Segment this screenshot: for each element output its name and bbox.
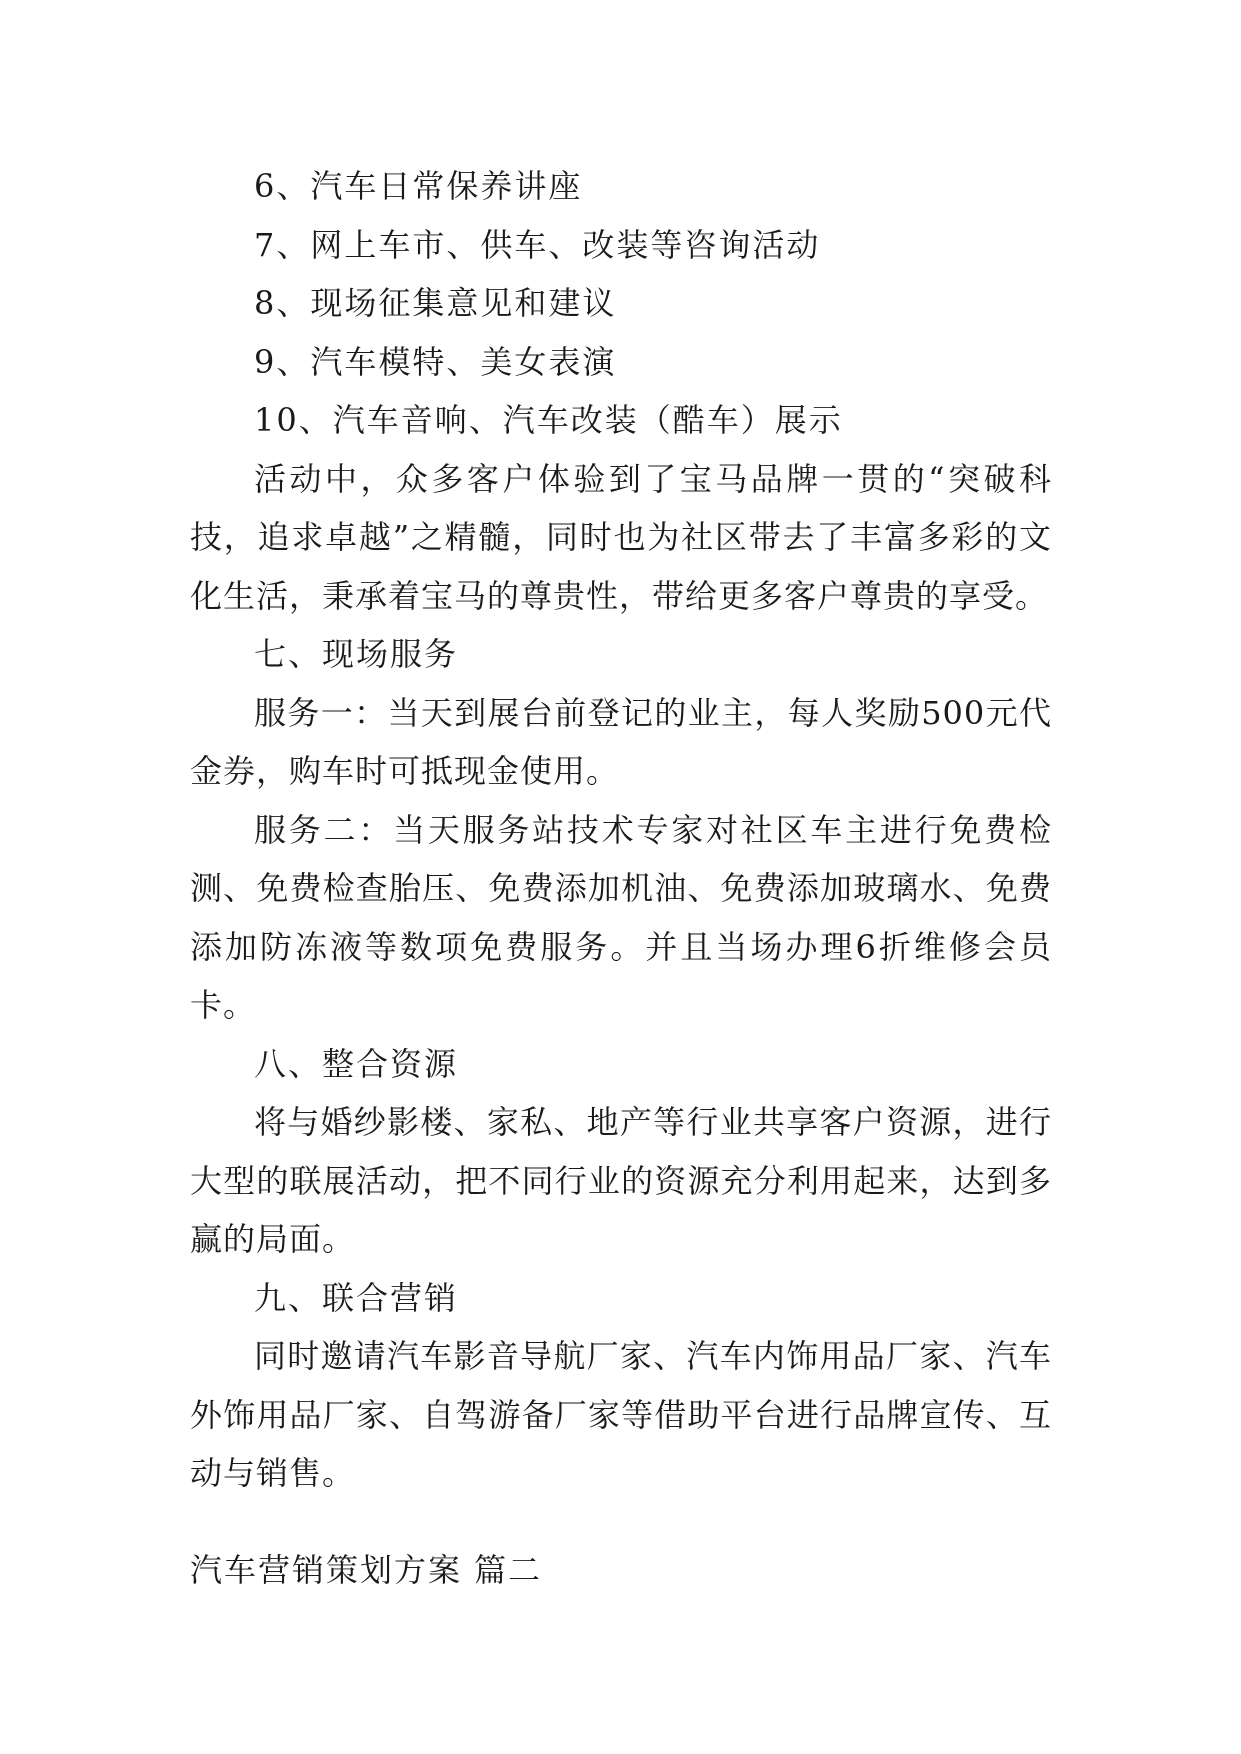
list-item: 10、汽车音响、汽车改装（酷车）展示: [254, 401, 843, 439]
section-eight-heading: 八、整合资源: [254, 1044, 459, 1083]
section-nine-paragraph: 同时邀请汽车影音导航厂家、汽车内饰用品厂家、汽车外饰用品厂家、自驾游备厂家等借助平台进行品牌宣传、互动与销售。: [190, 1337, 1052, 1492]
list-item: 7、网上车市、供车、改装等咨询活动: [254, 225, 821, 264]
document-body: [190, 157, 1052, 1503]
list-item: 6、汽车日常保养讲座: [254, 167, 583, 205]
section-seven-heading: 七、现场服务: [254, 635, 459, 673]
next-section-title: 汽车营销策划方案 篇二: [190, 1551, 543, 1589]
activity-paragraph: 活动中，众多客户体验到了宝马品牌一贯的“突破科技，追求卓越”之精髓，同时也为社区带去了丰富多彩的文化生活，秉承着宝马的尊贵性，带给更多客户尊贵的享受。: [190, 459, 1052, 615]
section-eight-paragraph: 将与婚纱影楼、家私、地产等行业共享客户资源，进行大型的联展活动，把不同行业的资源充分利用起来，达到多赢的局面。: [190, 1103, 1052, 1258]
list-item: 9、汽车模特、美女表演: [254, 342, 617, 381]
service-one-paragraph: 服务一：当天到展台前登记的业主，每人奖励500元代金券，购车时可抵现金使用。: [190, 693, 1052, 790]
list-item: 8、现场征集意见和建议: [254, 284, 617, 322]
service-two-paragraph: 服务二：当天服务站技术专家对社区车主进行免费检测、免费检查胎压、免费添加机油、免费添加玻璃水、免费添加防冻液等数项免费服务。并且当场办理6折维修会员卡。: [190, 810, 1052, 1024]
section-nine-heading: 九、联合营销: [254, 1278, 459, 1317]
